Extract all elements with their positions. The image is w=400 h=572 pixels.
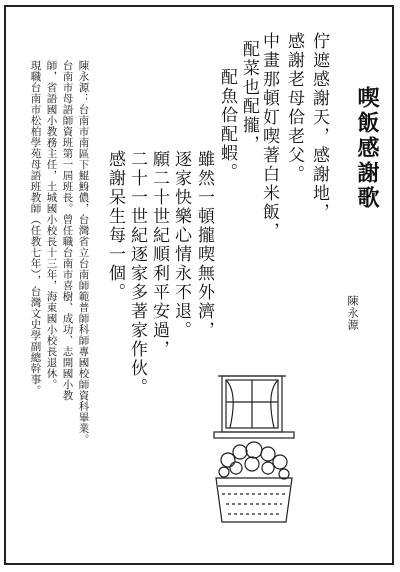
bio-line: 師，省語國小教務主任，土城國小校長十三年，海東國小校長退休。 — [45, 60, 58, 390]
bio-line: 現職台南市松柏學苑母語班教師（任教七年），台灣文史學副總幹事。 — [29, 60, 42, 396]
bio-line: 台南市母語師資班第一屆班長。曾任職台南市喜樹、成功、志開國小教 — [61, 60, 74, 401]
poem-line: 配魚佮配蝦。 — [217, 68, 237, 182]
poem-line: 雖然一頓攏喫無外濟， — [194, 150, 214, 340]
poem-line: 逐家快樂心情永不退。 — [171, 150, 191, 340]
poem-line: 感謝呆生每一個。 — [105, 150, 125, 302]
poem-line: 佇遮感謝天，感謝地， — [309, 32, 329, 222]
poem-line: 願二十世紀順利平安過， — [149, 150, 169, 359]
poem-line: 中畫那頓奵喫著白米飯， — [259, 32, 279, 241]
poem-title: 喫飯感謝歌 — [354, 86, 380, 211]
poem-line: 二十一世紀逐家多著家作伙。 — [127, 150, 147, 397]
poem-line: 配菜也配攏， — [239, 40, 259, 154]
poem-author: 陳永源 — [346, 295, 359, 331]
poem-line: 感謝老母佮老父。 — [284, 32, 304, 184]
bio-line: 陳永源：台南市南區下鯤鯓儂，台灣省立台南師範普師科師專國校師資科畢業。 — [77, 60, 90, 445]
window-flowerpot-illustration — [208, 372, 308, 532]
